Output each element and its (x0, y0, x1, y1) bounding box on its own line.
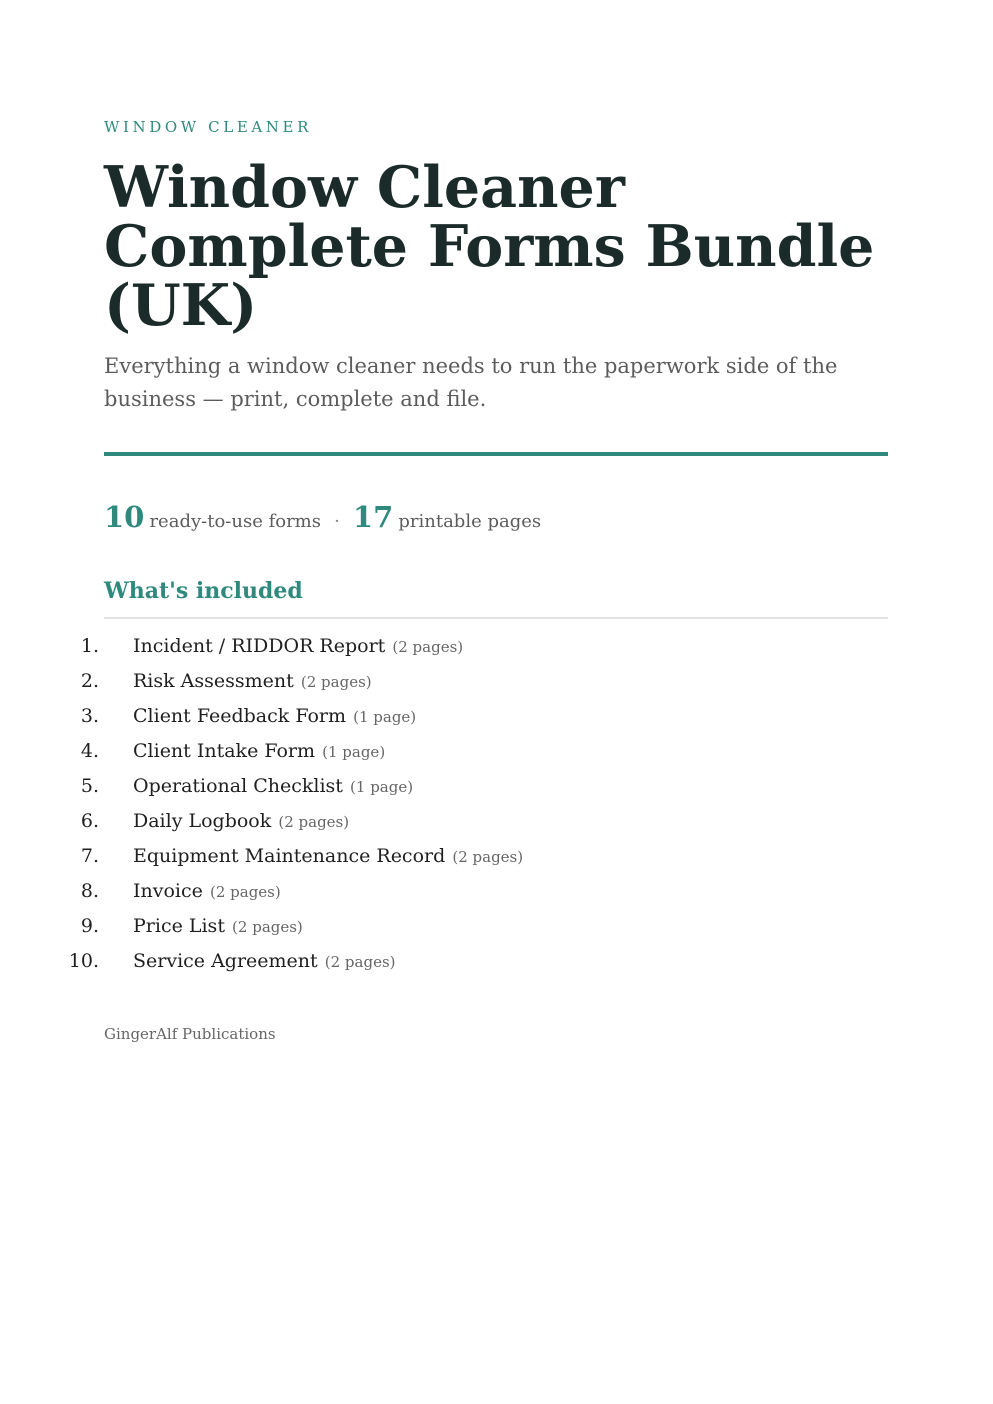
list-item (80, 699, 523, 734)
item-name: Risk Assessment (133, 670, 294, 692)
item-number: 3. (80, 705, 99, 727)
accent-divider (104, 452, 888, 456)
item-name: Price List (133, 915, 225, 937)
pages-count: 17 (352, 500, 394, 534)
item-number: 5. (80, 775, 99, 797)
category-eyebrow: WINDOW CLEANER (104, 118, 312, 136)
item-name: Operational Checklist (133, 775, 343, 797)
item-number: 10. (68, 950, 99, 972)
item-number: 9. (80, 915, 99, 937)
included-list (68, 629, 524, 979)
item-page-count: (1 page) (350, 778, 414, 796)
item-page-count: (1 page) (322, 743, 386, 761)
list-item (80, 769, 523, 804)
item-name: Service Agreement (133, 950, 318, 972)
publisher-name: GingerAlf Publications (104, 1025, 276, 1043)
item-page-count: (2 pages) (300, 673, 372, 691)
included-heading: What's included (104, 578, 303, 604)
item-number: 2. (80, 670, 99, 692)
item-number: 1. (80, 635, 99, 657)
list-item (80, 664, 523, 699)
item-number: 4. (80, 740, 99, 762)
page-subtitle: Everything a window cleaner needs to run the paperwork side of the business — print, complete and file. (104, 354, 838, 411)
list-item (80, 839, 524, 874)
page-title: Window Cleaner Complete Forms Bundle (UK) (104, 154, 875, 339)
item-number: 8. (80, 880, 99, 902)
item-name: Invoice (133, 880, 203, 902)
item-page-count: (2 pages) (452, 848, 524, 866)
item-name: Client Intake Form (133, 740, 316, 762)
item-number: 7. (80, 845, 99, 867)
list-item (68, 944, 523, 979)
list-item (80, 629, 523, 664)
item-page-count: (1 page) (353, 708, 417, 726)
item-name: Daily Logbook (133, 810, 272, 832)
forms-count: 10 (104, 500, 145, 534)
item-page-count: (2 pages) (232, 918, 303, 936)
stats-separator: · (334, 511, 340, 532)
forms-label: ready-to-use forms (149, 511, 321, 532)
pages-label: printable pages (398, 511, 542, 532)
list-item (80, 734, 523, 769)
item-number: 6. (80, 810, 99, 832)
item-page-count: (2 pages) (278, 813, 350, 831)
list-item (80, 909, 523, 944)
item-name: Incident / RIDDOR Report (133, 635, 386, 657)
item-page-count: (2 pages) (324, 953, 396, 971)
stats-line (104, 497, 541, 542)
item-page-count: (2 pages) (209, 883, 281, 901)
item-page-count: (2 pages) (392, 638, 464, 656)
section-divider (104, 617, 888, 619)
item-name: Client Feedback Form (133, 705, 347, 727)
list-item (80, 874, 523, 909)
list-item (80, 804, 523, 839)
item-name: Equipment Maintenance Record (133, 845, 446, 867)
